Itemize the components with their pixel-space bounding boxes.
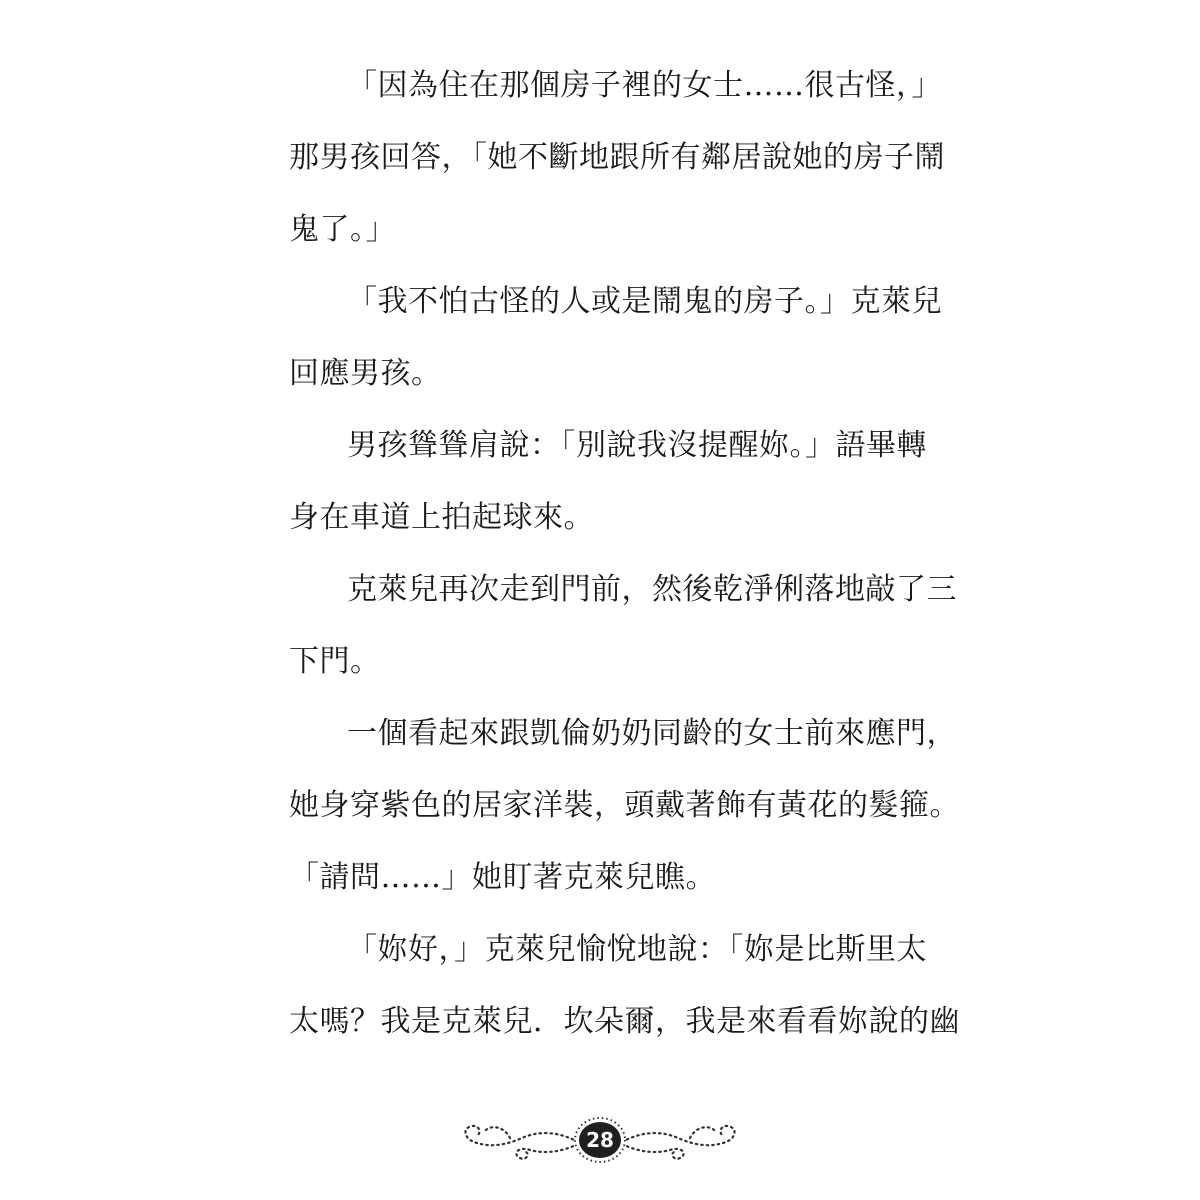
text-line: 「請問……」她盯著克萊兒瞧。 bbox=[289, 860, 716, 895]
text-line: 「我不怕古怪的人或是鬧鬼的房子。」克萊兒 bbox=[347, 284, 942, 319]
text-line: 男孩聳聳肩說：「別說我沒提醒妳。」語畢轉 bbox=[347, 428, 927, 463]
text-line: 身在車道上拍起球來。 bbox=[289, 500, 594, 535]
text-line: 鬼了。」 bbox=[289, 212, 396, 247]
text-line: 克萊兒再次走到門前，然後乾淨俐落地敲了三 bbox=[347, 572, 957, 607]
body-text bbox=[289, 60, 960, 1068]
text-line: 回應男孩。 bbox=[289, 356, 442, 391]
text-line: 她身穿紫色的居家洋裝，頭戴著飾有黃花的髮箍。 bbox=[289, 788, 960, 823]
text-line: 下門。 bbox=[289, 644, 381, 679]
text-line: 「妳好，」克萊兒愉悅地說：「妳是比斯里太 bbox=[347, 932, 927, 967]
text-line: 那男孩回答，「她不斷地跟所有鄰居說她的房子鬧 bbox=[289, 140, 945, 175]
page-number: 28 bbox=[586, 1128, 614, 1152]
text-line: 太嗎？我是克萊兒．坎朵爾，我是來看看妳說的幽 bbox=[289, 1004, 960, 1039]
text-line: 一個看起來跟凱倫奶奶同齡的女士前來應門， bbox=[347, 716, 957, 751]
page-footer bbox=[450, 1108, 750, 1172]
text-line: 「因為住在那個房子裡的女士……很古怪，」 bbox=[347, 68, 942, 103]
